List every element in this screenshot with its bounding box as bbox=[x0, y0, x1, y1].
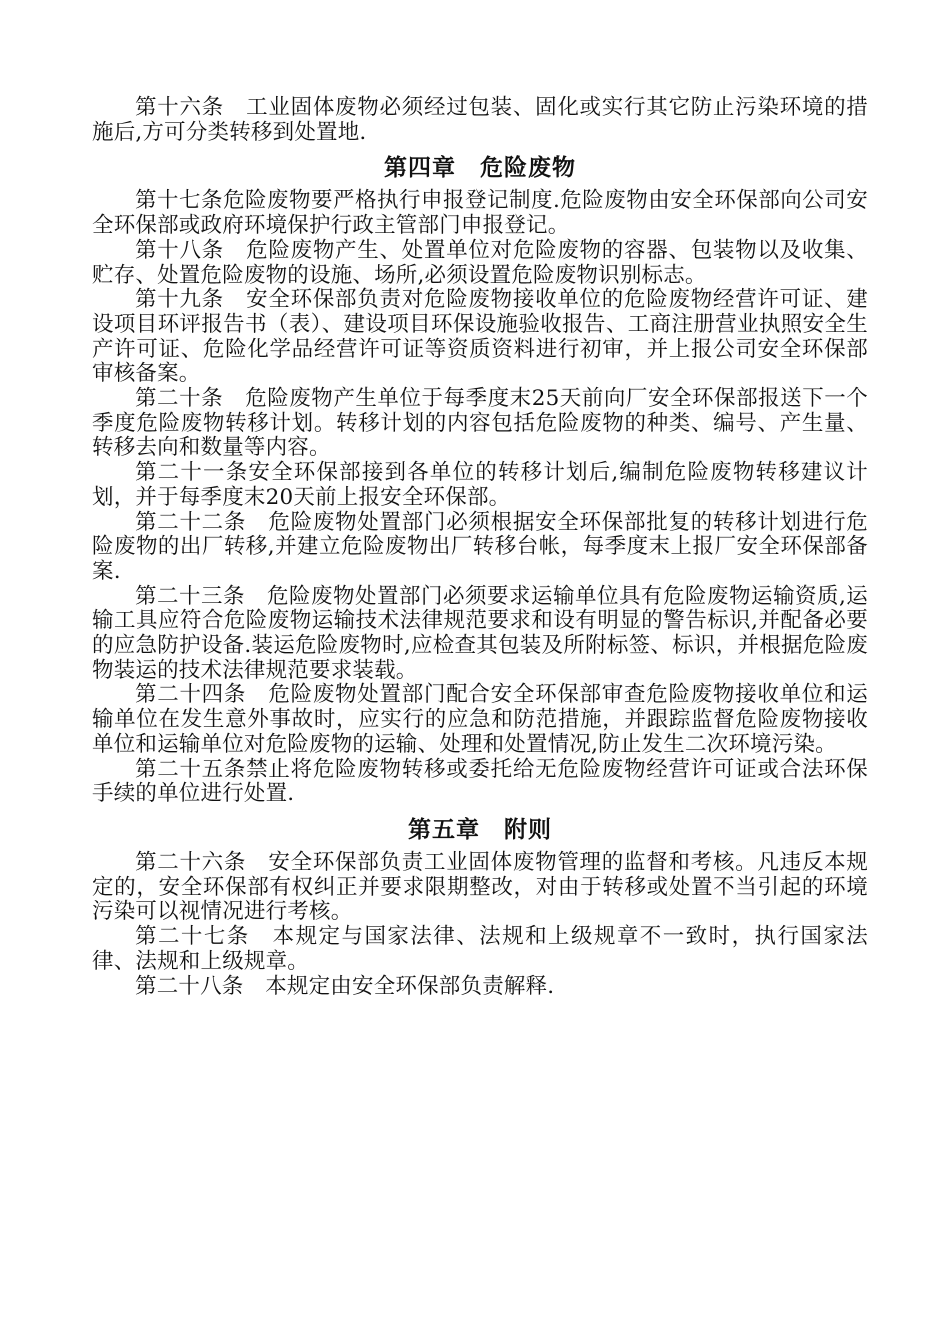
chapter-5-title: 第五章 附则 bbox=[408, 816, 552, 843]
article-18: 第十八条 危险废物产生、处置单位对危险废物的容器、包装物以及收集、贮存、处置危险废物的设施、场所,必须设置危险废物识别标志。 bbox=[92, 237, 868, 288]
article-24: 第二十四条 危险废物处置部门配合安全环保部审查危险废物接收单位和运输单位在发生意外事故时，应实行的应急和防范措施，并跟踪监督危险废物接收单位和运输单位对危险废物的运输、处理和处置情况,防止发生二次环境污染。 bbox=[92, 682, 868, 757]
article-19: 第十九条 安全环保部负责对危险废物接收单位的危险废物经营许可证、建设项目环评报告书（表）、建设项目环保设施验收报告、工商注册营业执照安全生产许可证、危险化学品经营许可证等资质资料进行初审，并上报公司安全环保部审核备案。 bbox=[92, 287, 868, 387]
article-28: 第二十八条 本规定由安全环保部负责解释. bbox=[135, 973, 555, 999]
article-23: 第二十三条 危险废物处置部门必须要求运输单位具有危险废物运输资质,运输工具应符合危险废物运输技术法律规范要求和设有明显的警告标识,并配备必要的应急防护设备.装运危险废物时,应检查其包装及所附标签、标识，并根据危险废物装运的技术法律规范要求装载。 bbox=[92, 583, 868, 683]
article-20: 第二十条 危险废物产生单位于每季度末25天前向厂安全环保部报送下一个季度危险废物转移计划。转移计划的内容包括危险废物的种类、编号、产生量、转移去向和数量等内容。 bbox=[92, 386, 868, 461]
article-21: 第二十一条安全环保部接到各单位的转移计划后,编制危险废物转移建议计划，并于每季度末20天前上报安全环保部。 bbox=[92, 460, 868, 510]
article-17: 第十七条危险废物要严格执行申报登记制度.危险废物由安全环保部向公司安全环保部或政府环境保护行政主管部门申报登记。 bbox=[92, 188, 868, 239]
article-25: 第二十五条禁止将危险废物转移或委托给无危险废物经营许可证或合法环保手续的单位进行处置. bbox=[92, 756, 868, 807]
article-22: 第二十二条 危险废物处置部门必须根据安全环保部批复的转移计划进行危险废物的出厂转移,并建立危险废物出厂转移台帐，每季度末上报厂安全环保部备案. bbox=[92, 509, 868, 584]
article-26: 第二十六条 安全环保部负责工业固体废物管理的监督和考核。凡违反本规定的，安全环保部有权纠正并要求限期整改，对由于转移或处置不当引起的环境污染可以视情况进行考核。 bbox=[92, 849, 868, 925]
article-27: 第二十七条 本规定与国家法律、法规和上级规章不一致时，执行国家法律、法规和上级规章。 bbox=[92, 924, 868, 974]
chapter-4-title: 第四章 危险废物 bbox=[384, 155, 576, 182]
article-16: 第十六条 工业固体废物必须经过包装、固化或实行其它防止污染环境的措施后,方可分类转移到处置地. bbox=[92, 95, 868, 145]
